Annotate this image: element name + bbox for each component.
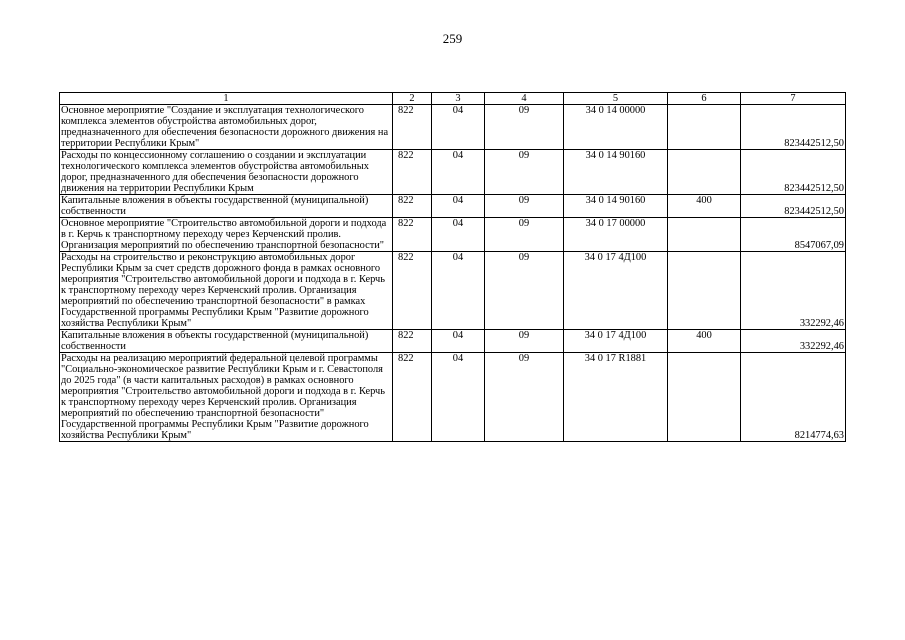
section-cell: 04 — [432, 105, 485, 150]
header-cell: 4 — [485, 93, 564, 105]
amount-cell: 823442512,50 — [741, 105, 846, 150]
subsection-cell: 09 — [485, 330, 564, 353]
subsection-cell: 09 — [485, 252, 564, 330]
expense-type-cell: 400 — [668, 195, 741, 218]
amount-cell: 823442512,50 — [741, 195, 846, 218]
table-row — [60, 195, 846, 218]
subsection-cell: 09 — [485, 150, 564, 195]
expense-name-cell: Капитальные вложения в объекты государственной (муниципальной) собственности — [60, 330, 393, 353]
expense-name-cell: Расходы по концессионному соглашению о создании и эксплуатации технологического комплекса элементов обустройства автомобильных дорог, предназначенного для обеспечения безопасности дорожного движения на территории Республики Крым — [60, 150, 393, 195]
amount-cell: 332292,46 — [741, 330, 846, 353]
ministry-code-cell: 822 — [393, 105, 432, 150]
amount-cell: 332292,46 — [741, 252, 846, 330]
section-cell: 04 — [432, 150, 485, 195]
subsection-cell: 09 — [485, 105, 564, 150]
ministry-code-cell: 822 — [393, 195, 432, 218]
header-cell: 3 — [432, 93, 485, 105]
expense-name-cell: Основное мероприятие "Строительство автомобильной дороги и подхода в г. Керчь к транспортному переходу через Керченский пролив. Организация мероприятий по обеспечению транспортной безопасности" — [60, 218, 393, 252]
target-article-cell: 34 0 17 4Д100 — [564, 330, 668, 353]
expense-type-cell — [668, 252, 741, 330]
header-cell: 5 — [564, 93, 668, 105]
table-row — [60, 105, 846, 150]
header-cell: 1 — [60, 93, 393, 105]
header-row — [60, 93, 846, 105]
expense-name-cell: Основное мероприятие "Создание и эксплуатация технологического комплекса элементов обустройства автомобильных дорог, предназначенного для обеспечения безопасности дорожного движения на территории Республики Крым" — [60, 105, 393, 150]
ministry-code-cell: 822 — [393, 353, 432, 442]
section-cell: 04 — [432, 330, 485, 353]
expense-type-cell — [668, 353, 741, 442]
section-cell: 04 — [432, 218, 485, 252]
expense-name-cell: Расходы на реализацию мероприятий федеральной целевой программы "Социально-экономическое развитие Республики Крым и г. Севастополя до 2025 года" (в части капитальных расходов) в рамках основного мероприятия "Строительство автомобильной дороги и подхода в г. Керчь к транспортному переходу через Керченский пролив. Организация мероприятий по обеспечению транспортной безопасности" Государственной программы Республики Крым "Развитие дорожного хозяйства Республики Крым" — [60, 353, 393, 442]
expense-type-cell — [668, 105, 741, 150]
ministry-code-cell: 822 — [393, 218, 432, 252]
target-article-cell: 34 0 17 R1881 — [564, 353, 668, 442]
section-cell: 04 — [432, 195, 485, 218]
expense-type-cell: 400 — [668, 330, 741, 353]
budget-table — [59, 92, 846, 442]
amount-cell: 823442512,50 — [741, 150, 846, 195]
subsection-cell: 09 — [485, 195, 564, 218]
header-cell: 6 — [668, 93, 741, 105]
ministry-code-cell: 822 — [393, 252, 432, 330]
target-article-cell: 34 0 14 90160 — [564, 195, 668, 218]
amount-cell: 8547067,09 — [741, 218, 846, 252]
section-cell: 04 — [432, 353, 485, 442]
header-cell: 2 — [393, 93, 432, 105]
target-article-cell: 34 0 14 90160 — [564, 150, 668, 195]
expense-name-cell: Капитальные вложения в объекты государственной (муниципальной) собственности — [60, 195, 393, 218]
target-article-cell: 34 0 17 00000 — [564, 218, 668, 252]
target-article-cell: 34 0 17 4Д100 — [564, 252, 668, 330]
ministry-code-cell: 822 — [393, 150, 432, 195]
expense-name-cell: Расходы на строительство и реконструкцию автомобильных дорог Республики Крым за счет средств дорожного фонда в рамках основного мероприятия "Строительство автомобильной дороги и подхода в г. Керчь к транспортному переходу через Керченский пролив. Организация мероприятий по обеспечению транспортной безопасности" в рамках Государственной программы Республики Крым "Развитие дорожного хозяйства Республики Крым" — [60, 252, 393, 330]
target-article-cell: 34 0 14 00000 — [564, 105, 668, 150]
table-row — [60, 252, 846, 330]
amount-cell: 8214774,63 — [741, 353, 846, 442]
header-cell: 7 — [741, 93, 846, 105]
table-row — [60, 150, 846, 195]
subsection-cell: 09 — [485, 218, 564, 252]
ministry-code-cell: 822 — [393, 330, 432, 353]
table-row — [60, 218, 846, 252]
table-row — [60, 330, 846, 353]
section-cell: 04 — [432, 252, 485, 330]
page-number: 259 — [442, 31, 463, 46]
expense-type-cell — [668, 218, 741, 252]
table-row — [60, 353, 846, 442]
expense-type-cell — [668, 150, 741, 195]
subsection-cell: 09 — [485, 353, 564, 442]
